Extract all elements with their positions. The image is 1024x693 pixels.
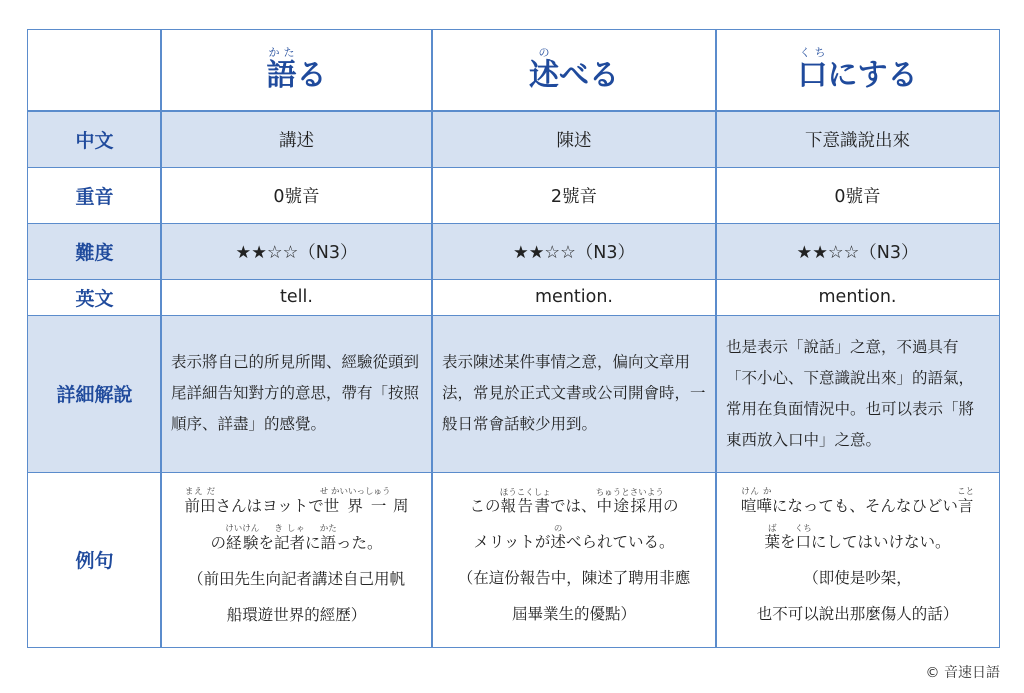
grid-line [160,30,162,647]
row-english [28,279,999,315]
accent-cell-1: 0號音 [273,186,320,207]
row-label-difficulty: 難度 [75,241,114,264]
row-difficulty [28,223,999,279]
row-accent [28,167,999,223]
example-2-line-2: メリットが述のべられている。 [473,523,675,551]
detail-cell-2 [432,315,716,472]
vocabulary-comparison-table [27,29,1000,648]
header-word-2: 述のべる [529,46,619,93]
grid-line [28,315,999,316]
accent-cell-2: 2號音 [550,186,598,207]
example-3-translation-1: （即使是吵架， [803,569,912,587]
header-word-1: 語かたる [266,46,327,93]
example-block-3 [741,487,974,632]
header-word-3: 口くちにする [797,46,918,93]
difficulty-cell-2: ★★☆☆（N3） [513,242,635,263]
row-label-chinese: 中文 [75,129,114,152]
example-2-translation-2: 屆畢業生的優點） [511,604,636,623]
example-1-line-2: の経験けいけんを記者き しゃに語かたった。 [210,523,383,552]
header-row [28,30,999,110]
grid-line [28,472,999,473]
row-label-accent: 重音 [75,185,114,208]
detail-text-1: 表示將自己的所見所聞、經驗從頭到尾詳細告知對方的意思，帶有「按照順序、詳盡」的感覺。 [171,353,420,433]
chinese-cell-2: 陳述 [556,130,592,151]
header-cell-2 [432,30,716,110]
detail-text-3: 也是表示「說話」之意，不過具有「不小心、下意識說出來」的語氣，常用在負面情況中。也可以表示「將東西放入口中」之意。 [726,337,975,449]
difficulty-cell-3: ★★☆☆（N3） [796,242,919,263]
example-3-line-2: 葉ばを口くちにしてはいけない。 [764,524,951,551]
difficulty-cell-1: ★★☆☆（N3） [235,242,358,263]
example-cell-3 [716,472,999,647]
example-2-translation-1: （在這份報告中，陳述了聘用非應 [457,568,691,587]
grid-line [715,30,717,647]
example-block-1 [185,487,409,633]
grid-line [28,167,999,168]
example-cell-1 [161,472,432,647]
english-cell-3: mention. [818,287,897,307]
english-cell-1: tell. [280,287,313,307]
grid-line [28,110,999,112]
grid-line [28,223,999,224]
chinese-cell-1: 講述 [279,130,314,151]
english-cell-2: mention. [535,287,613,307]
header-cell-3 [716,30,999,110]
chinese-cell-3: 下意識說出來 [805,130,910,151]
copyright-footer: © 音速日語 [925,665,1000,681]
example-1-translation-2: 船環遊世界的經歷） [226,605,367,624]
grid-line [28,279,999,280]
header-corner-cell [28,30,161,110]
example-1-translation-1: （前田先生向記者講述自己用帆 [187,569,405,588]
detail-text-2: 表示陳述某件事情之意，偏向文章用法，常見於正式文書或公司開會時，一般日常會話較少用到。 [442,353,706,433]
row-label-example: 例句 [75,550,114,572]
grid-line [431,30,433,647]
header-cell-1 [161,30,432,110]
detail-cell-3 [716,315,999,472]
example-block-2 [458,488,691,632]
detail-cell-1 [161,315,432,472]
example-3-line-1: 喧嘩けん かになっても、そんなひどい言こと [740,487,975,515]
row-detail [28,315,999,472]
row-label-english: 英文 [75,287,114,310]
accent-cell-3: 0號音 [834,186,881,207]
row-label-detail: 詳細解說 [56,384,133,406]
example-2-line-1: この報告書ほうこくしょでは、中途採用ちゅうとさいようの [469,487,679,515]
example-3-translation-2: 也不可以說出那麼傷人的話） [756,605,959,623]
example-1-line-1: 前田まえ ださんはヨットで世界一せ かいいっしゅう 周 [184,486,409,515]
row-example [28,472,999,647]
row-chinese [28,111,999,167]
example-cell-2 [432,472,716,647]
